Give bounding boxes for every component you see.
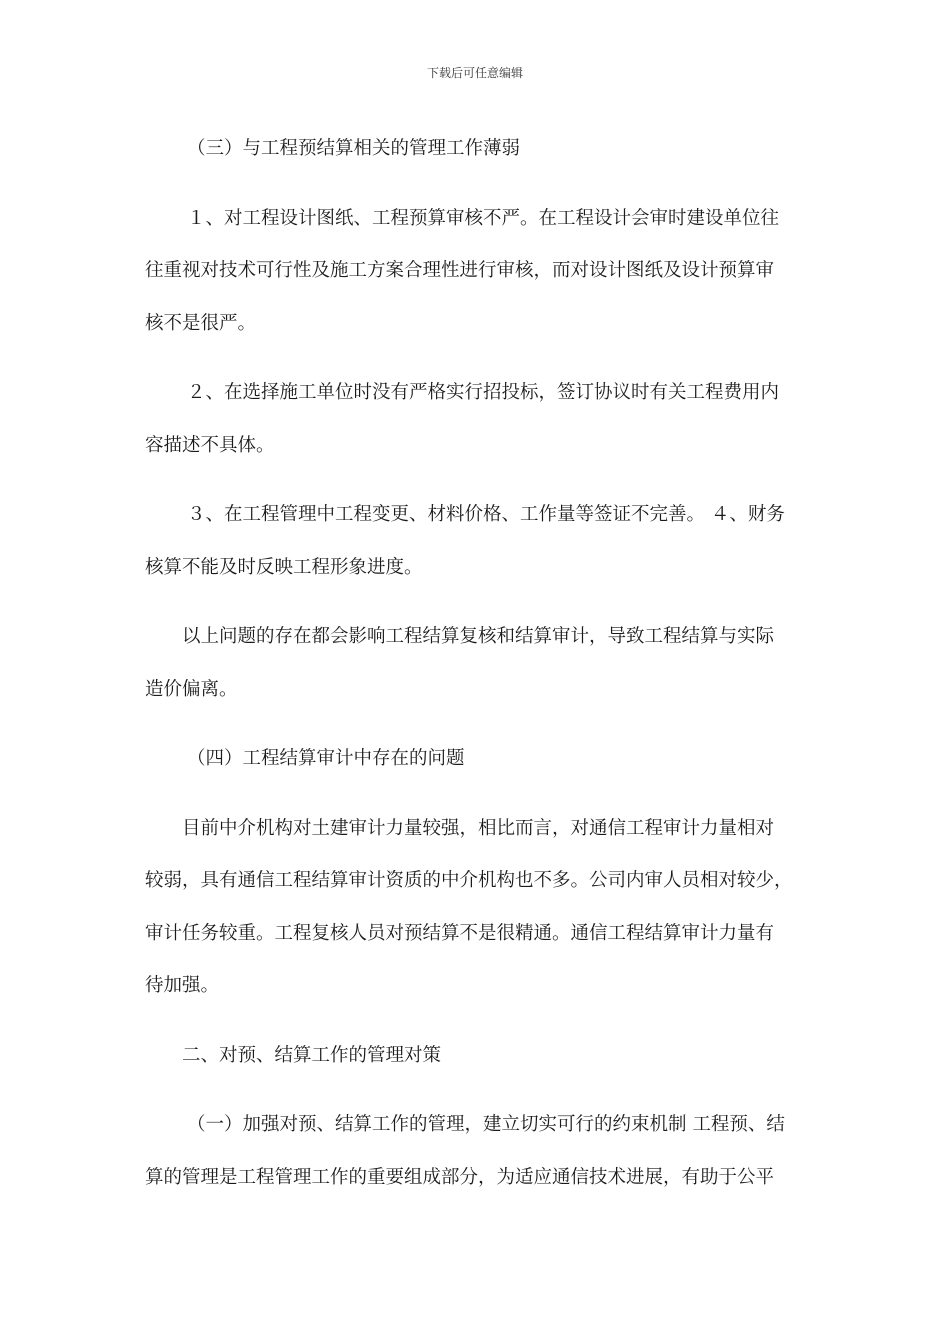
paragraph-item-2: [145, 367, 807, 472]
paragraph-summary: [145, 611, 807, 716]
text-line: 以上问题的存在都会影响工程结算复核和结算审计，导致工程结算与实际: [182, 626, 775, 647]
text-line: 二、对预、结算工作的管理对策: [182, 1044, 442, 1066]
text-line: ３、在工程管理中工程变更、材料价格、工作量等签证不完善。 ４、财务: [187, 504, 785, 525]
text-line: １、对工程设计图纸、工程预算审核不严。在工程设计会审时建设单位往: [187, 207, 780, 229]
document-body: [145, 123, 807, 1204]
text-line: 算的管理是工程管理工作的重要组成部分，为适应通信技术进展，有助于公平: [145, 1166, 775, 1188]
text-line: （四）工程结算审计中存在的问题: [187, 748, 465, 769]
paragraph-item-1: [145, 193, 807, 351]
text-line: 核算不能及时反映工程形象进度。: [145, 556, 423, 578]
section-heading-4: [145, 733, 807, 786]
text-line: ２、在选择施工单位时没有严格实行招投标，签订协议时有关工程费用内: [187, 382, 780, 403]
section-heading-3: [145, 123, 807, 176]
text-line: 容描述不具体。: [145, 434, 275, 456]
section-heading-2: [145, 1030, 807, 1083]
text-line: 待加强。: [145, 975, 220, 996]
text-line: 核不是很严。: [145, 312, 257, 334]
text-line: 往重视对技术可行性及施工方案合理性进行审核，而对设计图纸及设计预算审: [145, 260, 775, 281]
text-line: 审计任务较重。工程复核人员对预结算不是很精通。通信工程结算审计力量有: [145, 922, 775, 944]
paragraph-audit-issues: [145, 803, 807, 1013]
text-line: （一）加强对预、结算工作的管理，建立切实可行的约束机制 工程预、结: [187, 1114, 785, 1135]
text-line: 目前中介机构对土建审计力量较强，相比而言，对通信工程审计力量相对: [182, 817, 775, 839]
text-line: 造价偏离。: [145, 678, 238, 700]
page-header: 下载后可任意编辑: [426, 66, 523, 80]
paragraph-countermeasure-1: [145, 1099, 807, 1204]
paragraph-item-3: [145, 489, 807, 594]
text-line: 较弱，具有通信工程结算审计资质的中介机构也不多。公司内审人员相对较少，: [145, 870, 793, 891]
text-line: （三）与工程预结算相关的管理工作薄弱: [187, 138, 521, 159]
